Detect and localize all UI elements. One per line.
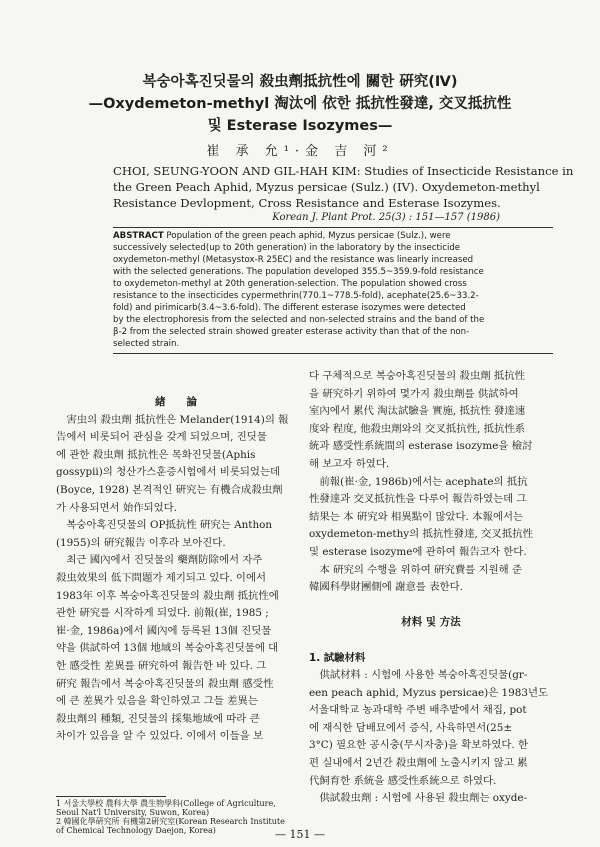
body-line: 을 硏究하기 위하여 몇가지 殺虫劑를 供試하여 — [309, 387, 519, 400]
abstract-bottom-rule — [113, 353, 553, 354]
methods-heading: 材料 및 方法 — [401, 616, 461, 629]
body-line: 代飼育한 系統을 感受性系統으로 하였다. — [309, 774, 497, 787]
body-line: 약을 供試하여 13個 地域의 복숭아혹진딧물에 대 — [56, 642, 279, 655]
korean-title-line-1: 복숭아혹진딧물의 殺虫劑抵抗性에 關한 硏究(Ⅳ) — [142, 74, 458, 90]
body-line: 性發達과 交叉抵抗性을 다루어 報告하였는데 그 — [309, 493, 527, 506]
abstract-line-7: fold) and pirimicarb(3.4~3.6-fold). The different esterase isozymes were detected — [113, 303, 466, 313]
body-line: 차이가 있음을 알 수 있었다. 이에서 이들을 보 — [56, 730, 264, 743]
body-line: 告에서 비롯되어 관심을 갖게 되었으며, 진딧물 — [56, 431, 267, 444]
body-line: 에 재식한 담배묘에서 증식, 사육하면서(25± — [309, 721, 513, 734]
blank-line — [309, 597, 553, 615]
footnote-2: 2 韓國化學硏究所 有機第2硏究室(Korean Research Institute — [56, 817, 285, 826]
body-line: 硏究 報告에서 복숭아혹진딧물의 殺虫劑 感受性 — [56, 677, 274, 690]
body-line: 관한 硏究를 시작하게 되었다. 前報(崔, 1985 ; — [56, 607, 269, 620]
body-line: 서울대학교 농과대학 주변 배추밭에서 채집, pot — [309, 704, 527, 717]
body-line: gossypii)의 청산가스훈증시험에서 비롯되었는데 — [56, 466, 281, 479]
body-line: 統과 感受性系統間의 esterase isozyme을 檢討 — [309, 440, 533, 453]
abstract-line-9: β-2 from the selected strain showed greater esterase activity than that of the non- — [113, 327, 470, 337]
footnote-2-cont: of Chemical Technology Daejon, Korea) — [56, 826, 216, 835]
korean-title-line-3: 및 Esterase Isozymes— — [207, 118, 393, 134]
abstract-line-8: by the electrophoresis from the selected and non-selected strains and the band of the — [113, 315, 485, 325]
english-title-line-1: CHOI, SEUNG-YOON AND GIL-HAH KIM: Studies of Insecticide Resistance in — [113, 164, 574, 178]
body-line: 1983年 이후 복숭아혹진딧물의 殺虫劑 抵抗性에 — [56, 589, 279, 602]
body-line: 韓國科學財團側에 謝意를 表한다. — [309, 581, 463, 594]
body-line: 복숭아혹진딧물의 OP抵抗性 硏究는 Anthon — [56, 519, 273, 532]
journal-citation: Korean J. Plant Prot. 25(3) : 151—157 (1986) — [272, 212, 500, 223]
body-line: oxydemeton-methy의 抵抗性發達, 交叉抵抗性 — [309, 528, 534, 541]
body-line: (Boyce, 1928) 본격적인 硏究는 有機合成殺虫劑 — [56, 483, 283, 496]
abstract-line-2: successively selected(up to 20th generation) in the laboratory by the insecticide — [113, 243, 461, 253]
english-title-line-2: the Green Peach Aphid, Myzus persicae (Sulz.) (IV). Oxydemeton-methyl — [113, 180, 540, 194]
body-line: 殺虫劑의 種類, 진딧물의 採集地域에 따라 큰 — [56, 712, 260, 725]
body-line: 崔·金, 1986a)에서 國內에 등록된 13個 진딧물 — [56, 624, 272, 637]
body-line: 供試材料 : 시험에 사용한 복숭아혹진딧물(gr- — [309, 669, 528, 682]
body-line: 結果는 本 硏究와 相異點이 많았다. 本報에서는 — [309, 510, 524, 523]
page-number: — 151 — — [275, 828, 325, 841]
left-column — [56, 394, 296, 746]
abstract-top-rule — [113, 227, 553, 228]
introduction-heading: 緖 論 — [155, 396, 197, 408]
footnote-1-cont: Seoul Nat'l University, Suwon, Korea) — [56, 808, 210, 817]
body-line: een peach aphid, Myzus persicae)은 1983년도 — [309, 686, 549, 699]
blank-line — [309, 632, 553, 650]
body-line: (1955)의 硏究報告 이후라 보아진다. — [56, 536, 226, 549]
body-line: 에 큰 差異가 있음을 확인하였고 그들 差異는 — [56, 695, 258, 708]
abstract-line-6: resistance to the insecticides cypermethrin(770.1~778.5-fold), acephate(25.6~33.2- — [113, 291, 479, 301]
abstract-line-1: ABSTRACT Population of the green peach aphid, Myzus persicae (Sulz.), were — [113, 231, 451, 241]
body-line: 3°C) 필요한 공시충(무시자충)을 확보하였다. 한 — [309, 739, 529, 752]
korean-title-line-2: —Oxydemeton-methyl 淘汰에 依한 抵抗性發達, 交叉抵抗性 — [88, 96, 512, 112]
body-line: 에 관한 殺虫劑 抵抗性은 목화진딧물(Aphis — [56, 448, 256, 461]
right-column — [309, 368, 553, 808]
abstract-label: ABSTRACT — [113, 231, 164, 241]
body-line: 최근 國內에서 진딧물의 藥劑防除에서 자주 — [56, 554, 263, 567]
english-title-line-3: Resistance Devlopment, Cross Resistance and Esterase Isozymes. — [113, 196, 501, 210]
body-line: 殺虫效果의 低下問題가 제기되고 있다. 이에서 — [56, 571, 267, 584]
abstract-line-4: with the selected generations. The population developed 355.5~359.9-fold resistance — [113, 267, 484, 277]
abstract-line-10: selected strain. — [113, 339, 180, 349]
body-line: 害虫의 殺虫劑 抵抗性은 Melander(1914)의 報 — [56, 413, 289, 426]
body-line: 한 感受性 差異를 硏究하여 報告한 바 있다. 그 — [56, 659, 267, 672]
body-line: 前報(崔·金, 1986b)에서는 acephate의 抵抗 — [309, 475, 528, 488]
subsection-heading: 1. 試驗材料 — [309, 651, 366, 664]
body-line: 해 보고자 하였다. — [309, 457, 390, 470]
footnote-1: 1 서울大學校 農科大學 農生物學科(College of Agriculture, — [56, 799, 276, 808]
body-line: 및 esterase isozyme에 관하여 報告코자 한다. — [309, 545, 527, 558]
body-line: 度와 程度, 他殺虫劑와의 交叉抵抗性, 抵抗性系 — [309, 422, 526, 435]
body-line: 本 硏究의 수행을 위하여 硏究費를 지원해 준 — [309, 563, 522, 576]
footnote-rule — [56, 796, 166, 797]
body-line: 편 실내에서 2년간 殺虫劑에 노출시키지 않고 累 — [309, 757, 528, 770]
body-line: 室內에서 累代 淘汰試驗을 實施, 抵抗性 發達速 — [309, 405, 526, 418]
abstract-line-3: oxydemeton-methyl (Metasystox-R 25EC) and the resistance was linearly increased — [113, 255, 474, 265]
abstract-line-5: to oxydemeton-methyl at 20th generation-selection. The population showed cross — [113, 279, 467, 289]
authors-korean: 崔 承 允¹·金 吉 河² — [206, 144, 394, 159]
body-line: 다 구체적으로 복숭아혹진딧물의 殺虫劑 抵抗性 — [309, 370, 526, 382]
body-line: 가 사용되면서 始作되었다. — [56, 501, 178, 514]
body-line: 供試殺虫劑 : 시험에 사용된 殺虫劑는 oxyde- — [309, 792, 528, 805]
